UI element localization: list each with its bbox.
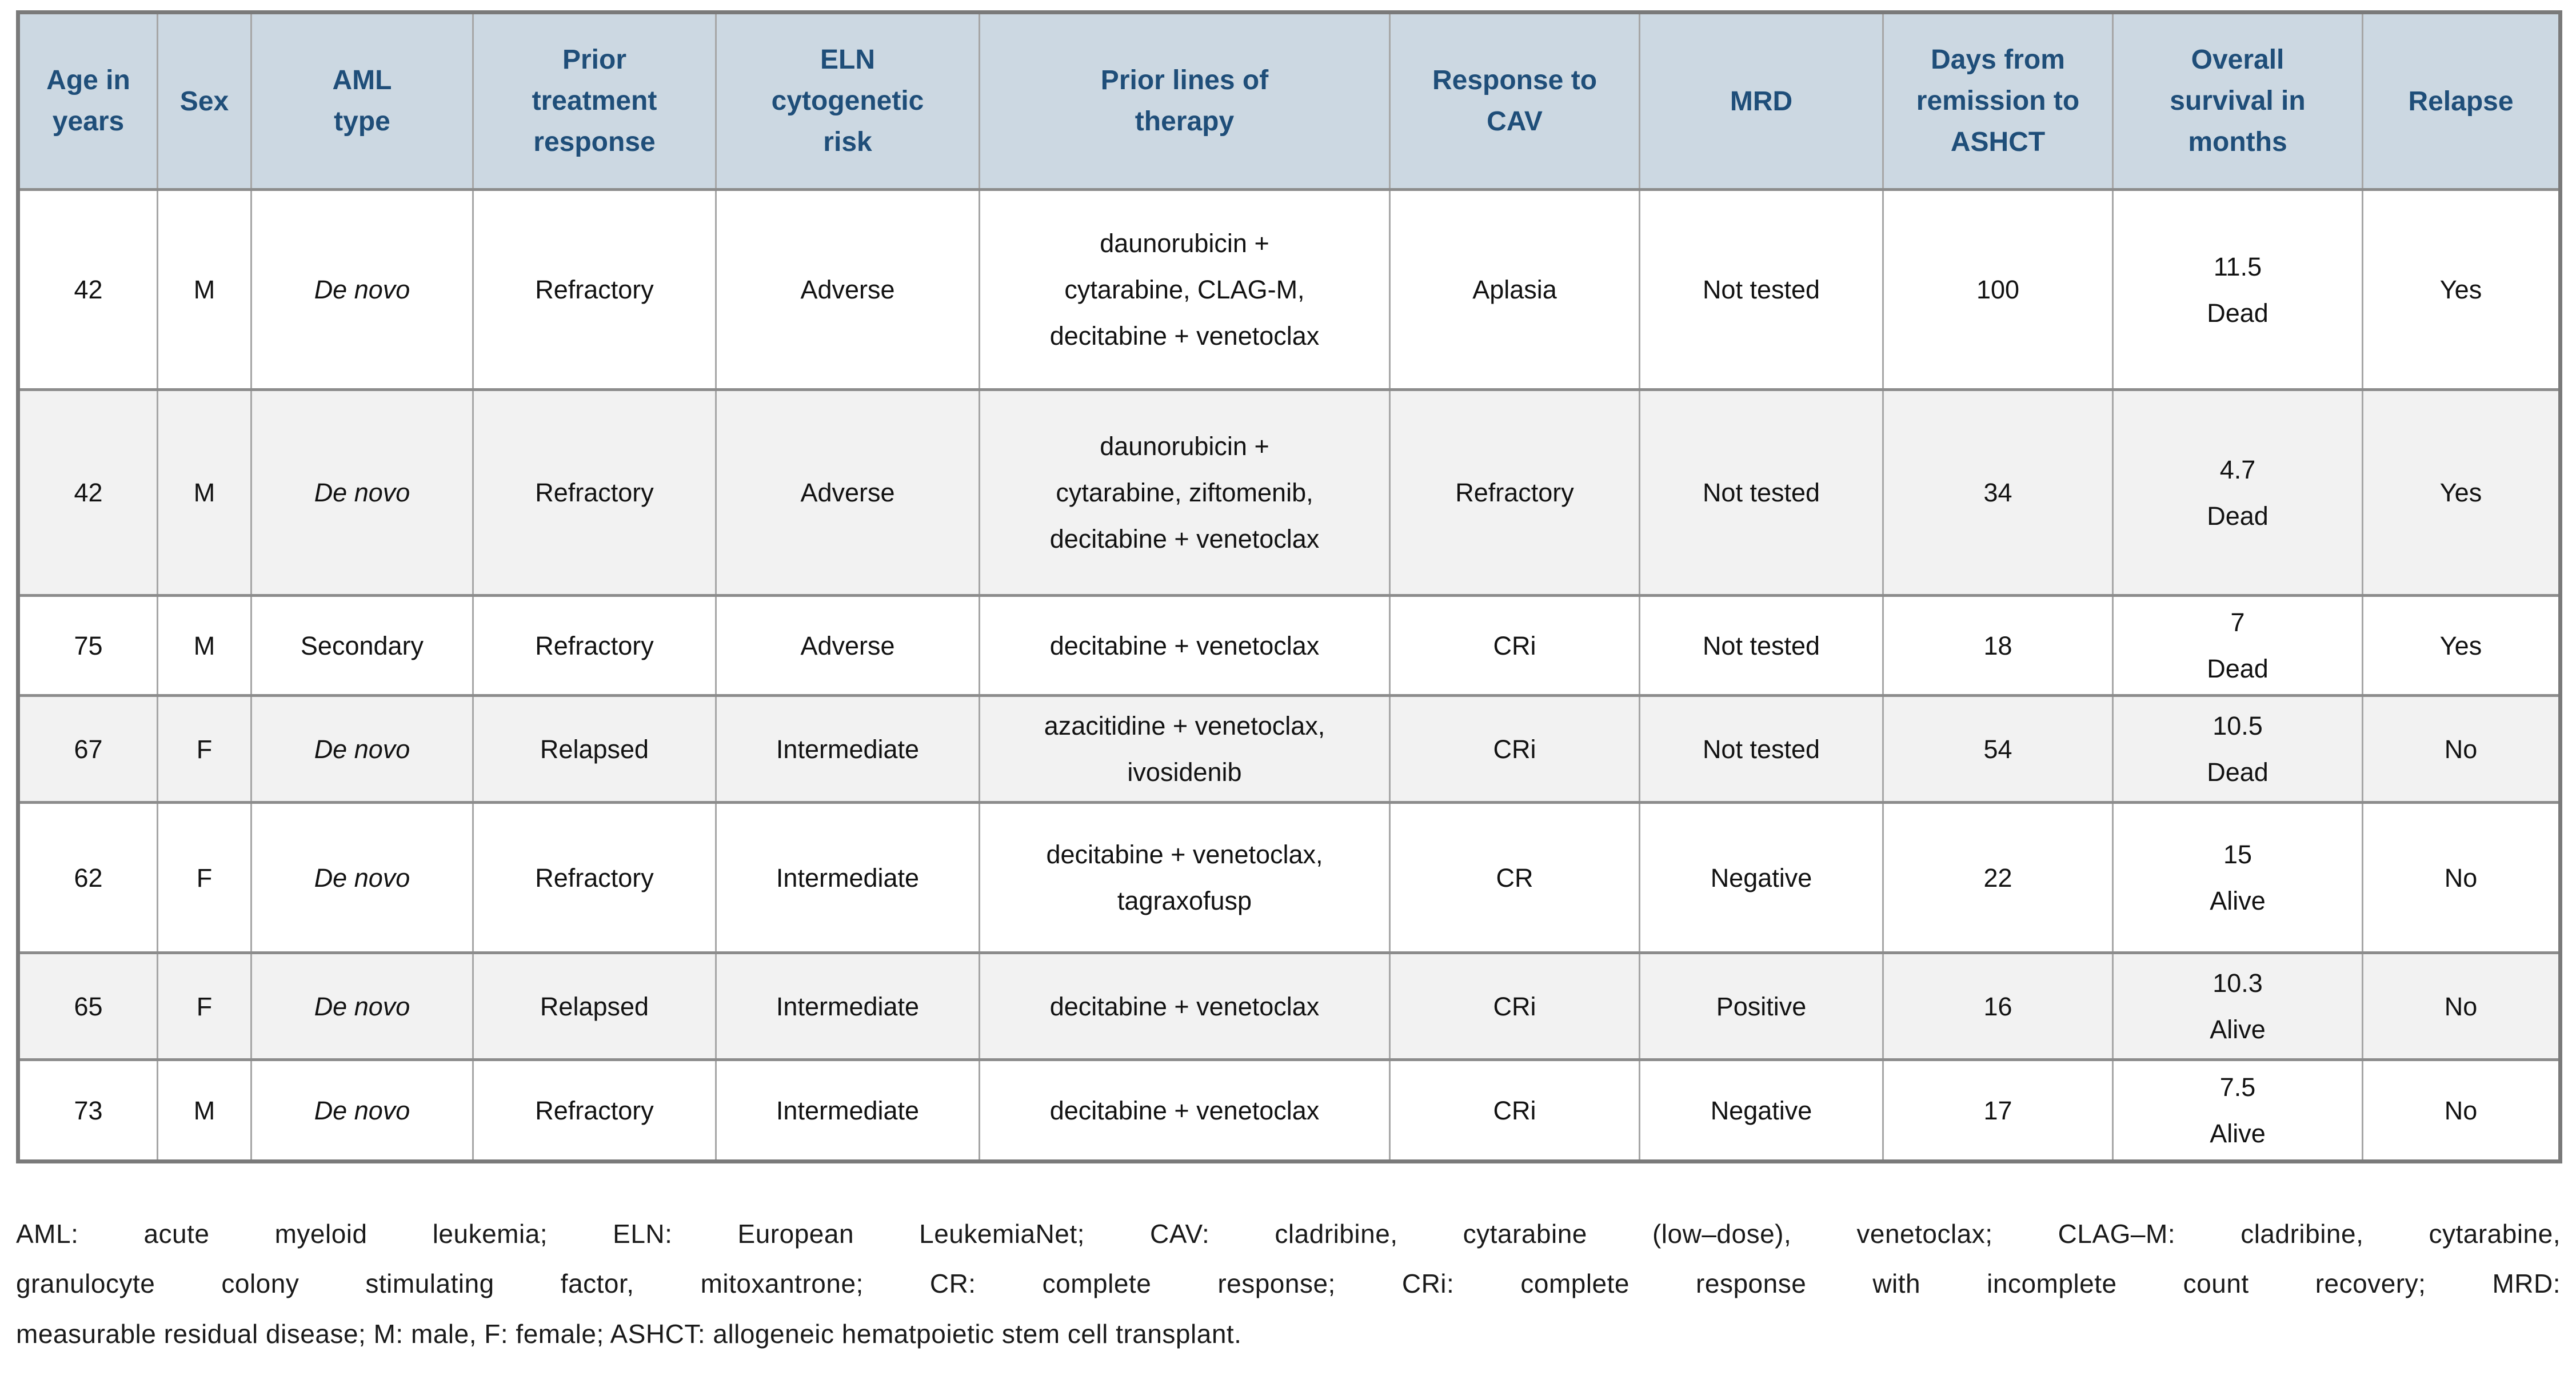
cell-overall-survival: 10.3 Alive xyxy=(2113,953,2363,1060)
cell-overall-survival: 10.5 Dead xyxy=(2113,696,2363,803)
cell-prior-lines: decitabine + venetoclax, tagraxofusp xyxy=(980,803,1390,953)
cell-prior-lines: decitabine + venetoclax xyxy=(980,1060,1390,1162)
cell-overall-survival: 15 Alive xyxy=(2113,803,2363,953)
cell-relapse: No xyxy=(2363,953,2561,1060)
cell-response-to-cav: CRi xyxy=(1390,1060,1640,1162)
col-header-prior-lines: Prior lines of therapy xyxy=(980,13,1390,190)
cell-sex: M xyxy=(158,390,251,596)
cell-response-to-cav: Refractory xyxy=(1390,390,1640,596)
col-header-days-to-ashct: Days from remission to ASHCT xyxy=(1883,13,2113,190)
cell-relapse: No xyxy=(2363,696,2561,803)
cell-aml-type: De novo xyxy=(251,803,473,953)
cell-eln-risk: Intermediate xyxy=(716,803,980,953)
cell-prior-treatment-response: Refractory xyxy=(473,803,716,953)
vital-status: Alive xyxy=(2210,1015,2266,1044)
cell-age: 42 xyxy=(18,390,158,596)
cell-relapse: No xyxy=(2363,1060,2561,1162)
cell-mrd: Negative xyxy=(1640,1060,1883,1162)
cell-sex: M xyxy=(158,1060,251,1162)
cell-prior-treatment-response: Refractory xyxy=(473,1060,716,1162)
cell-response-to-cav: Aplasia xyxy=(1390,190,1640,390)
cell-days-to-ashct: 54 xyxy=(1883,696,2113,803)
col-header-eln-risk: ELN cytogenetic risk xyxy=(716,13,980,190)
cell-sex: M xyxy=(158,190,251,390)
footnote-line: measurable residual disease; M: male, F: female; ASHCT: allogeneic hematpoietic stem cell transplant. xyxy=(16,1318,1242,1349)
table-row xyxy=(18,696,2561,803)
cell-age: 65 xyxy=(18,953,158,1060)
cell-aml-type: De novo xyxy=(251,390,473,596)
col-header-aml-type: AML type xyxy=(251,13,473,190)
vital-status: Dead xyxy=(2207,501,2269,531)
cell-days-to-ashct: 18 xyxy=(1883,596,2113,696)
cell-prior-lines: decitabine + venetoclax xyxy=(980,596,1390,696)
vital-status: Dead xyxy=(2207,298,2269,328)
cell-eln-risk: Adverse xyxy=(716,596,980,696)
cell-overall-survival: 4.7 Dead xyxy=(2113,390,2363,596)
cell-response-to-cav: CRi xyxy=(1390,596,1640,696)
footnote-line: granulocyte colony stimulating factor, mitoxantrone; CR: complete response; CRi: complete response with incomplete count recovery; MRD: xyxy=(16,1269,2561,1299)
cell-relapse: Yes xyxy=(2363,190,2561,390)
cell-prior-treatment-response: Relapsed xyxy=(473,953,716,1060)
col-header-mrd: MRD xyxy=(1640,13,1883,190)
table-row xyxy=(18,596,2561,696)
cell-relapse: Yes xyxy=(2363,596,2561,696)
cell-overall-survival: 11.5 Dead xyxy=(2113,190,2363,390)
patient-characteristics-table xyxy=(16,10,2562,1163)
cell-response-to-cav: CR xyxy=(1390,803,1640,953)
cell-aml-type: Secondary xyxy=(251,596,473,696)
table-row xyxy=(18,1060,2561,1162)
cell-response-to-cav: CRi xyxy=(1390,953,1640,1060)
cell-eln-risk: Adverse xyxy=(716,190,980,390)
header-row xyxy=(18,13,2561,190)
cell-age: 67 xyxy=(18,696,158,803)
cell-relapse: No xyxy=(2363,803,2561,953)
cell-days-to-ashct: 17 xyxy=(1883,1060,2113,1162)
cell-mrd: Negative xyxy=(1640,803,1883,953)
cell-prior-lines: decitabine + venetoclax xyxy=(980,953,1390,1060)
table-row xyxy=(18,190,2561,390)
footnote-line: AML: acute myeloid leukemia; ELN: European LeukemiaNet; CAV: cladribine, cytarabine (low–dose), venetoclax; CLAG–M: cladribine, cytarabine, xyxy=(16,1219,2561,1249)
vital-status: Dead xyxy=(2207,654,2269,683)
cell-eln-risk: Intermediate xyxy=(716,696,980,803)
cell-sex: F xyxy=(158,803,251,953)
cell-sex: F xyxy=(158,696,251,803)
cell-eln-risk: Intermediate xyxy=(716,953,980,1060)
cell-sex: F xyxy=(158,953,251,1060)
cell-days-to-ashct: 16 xyxy=(1883,953,2113,1060)
cell-age: 62 xyxy=(18,803,158,953)
vital-status: Dead xyxy=(2207,758,2269,787)
cell-aml-type: De novo xyxy=(251,1060,473,1162)
cell-aml-type: De novo xyxy=(251,696,473,803)
col-header-age: Age in years xyxy=(18,13,158,190)
cell-mrd: Not tested xyxy=(1640,390,1883,596)
patient-characteristics-table-wrap xyxy=(16,10,2559,1163)
cell-age: 73 xyxy=(18,1060,158,1162)
cell-sex: M xyxy=(158,596,251,696)
cell-mrd: Not tested xyxy=(1640,190,1883,390)
cell-days-to-ashct: 22 xyxy=(1883,803,2113,953)
cell-aml-type: De novo xyxy=(251,953,473,1060)
cell-prior-treatment-response: Refractory xyxy=(473,390,716,596)
cell-prior-lines: daunorubicin + cytarabine, ziftomenib, decitabine + venetoclax xyxy=(980,390,1390,596)
col-header-overall-survival: Overall survival in months xyxy=(2113,13,2363,190)
cell-relapse: Yes xyxy=(2363,390,2561,596)
cell-prior-lines: daunorubicin + cytarabine, CLAG-M, decitabine + venetoclax xyxy=(980,190,1390,390)
vital-status: Alive xyxy=(2210,1119,2266,1148)
cell-aml-type: De novo xyxy=(251,190,473,390)
table-row xyxy=(18,390,2561,596)
cell-days-to-ashct: 100 xyxy=(1883,190,2113,390)
cell-overall-survival: 7 Dead xyxy=(2113,596,2363,696)
cell-age: 42 xyxy=(18,190,158,390)
cell-age: 75 xyxy=(18,596,158,696)
table-row xyxy=(18,803,2561,953)
col-header-relapse: Relapse xyxy=(2363,13,2561,190)
cell-prior-treatment-response: Refractory xyxy=(473,596,716,696)
cell-response-to-cav: CRi xyxy=(1390,696,1640,803)
table-row xyxy=(18,953,2561,1060)
cell-mrd: Positive xyxy=(1640,953,1883,1060)
cell-eln-risk: Intermediate xyxy=(716,1060,980,1162)
vital-status: Alive xyxy=(2210,886,2266,915)
col-header-response-to-cav: Response to CAV xyxy=(1390,13,1640,190)
cell-prior-lines: azacitidine + venetoclax, ivosidenib xyxy=(980,696,1390,803)
cell-eln-risk: Adverse xyxy=(716,390,980,596)
cell-prior-treatment-response: Relapsed xyxy=(473,696,716,803)
cell-mrd: Not tested xyxy=(1640,696,1883,803)
cell-mrd: Not tested xyxy=(1640,596,1883,696)
abbreviations-footnote xyxy=(16,1209,2561,1359)
cell-prior-treatment-response: Refractory xyxy=(473,190,716,390)
col-header-sex: Sex xyxy=(158,13,251,190)
cell-days-to-ashct: 34 xyxy=(1883,390,2113,596)
col-header-prior-treatment-response: Prior treatment response xyxy=(473,13,716,190)
cell-overall-survival: 7.5 Alive xyxy=(2113,1060,2363,1162)
